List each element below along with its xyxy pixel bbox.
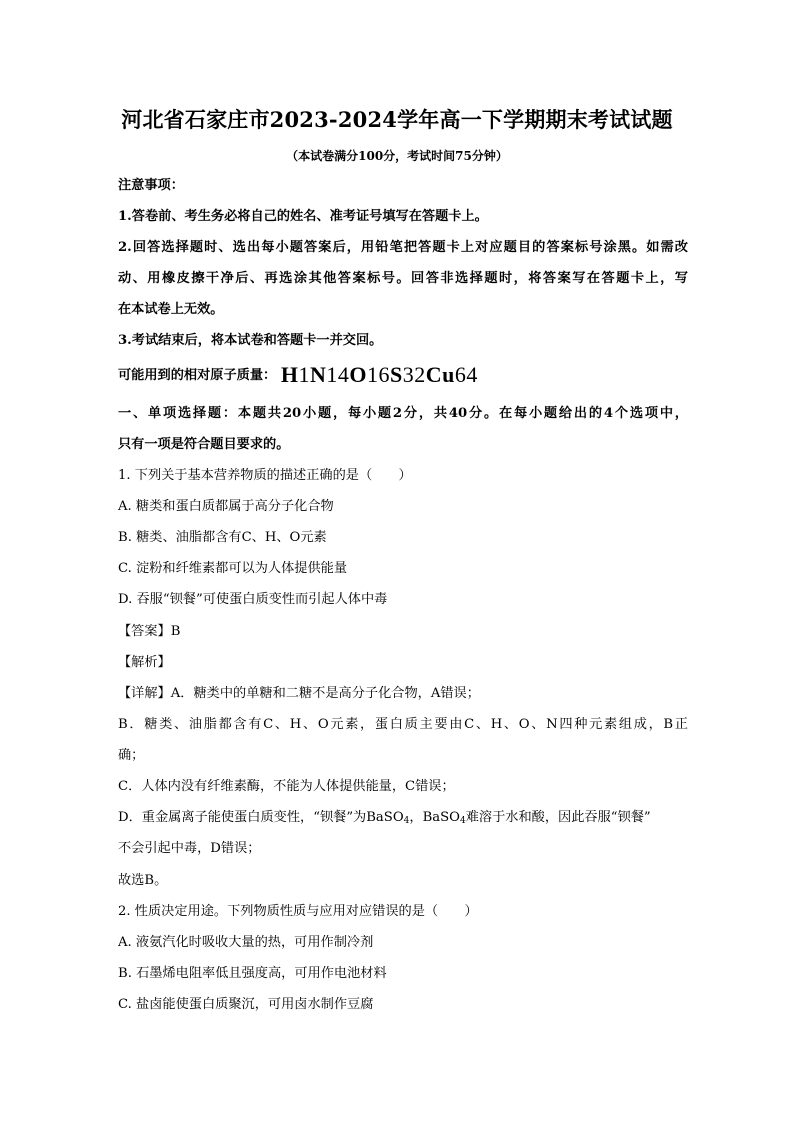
question-1-stem: 1. 下列关于基本营养物质的描述正确的是（ ） (118, 468, 412, 483)
atom-mass: 14 (326, 362, 350, 387)
question-1-detail-5 (118, 808, 688, 831)
question-1-option-d: D. 吞服“钡餐”可使蛋白质变性而引起人体中毒 (118, 592, 388, 607)
atom-mass: 64 (454, 362, 478, 387)
question-1-detail-2: B．糖类、油脂都含有C、H、O元素，蛋白质主要由C、H、O、N四种元素组成，B正 (118, 717, 688, 732)
question-1-option-c: C. 淀粉和纤维素都可以为人体提供能量 (118, 561, 348, 576)
exam-title: 河北省石家庄市2023-2024学年高一下学期期末考试试题 (121, 107, 673, 132)
question-1-answer: 【答案】B (118, 624, 181, 639)
section-heading-line-2: 只有一项是符合题目要求的。 (118, 437, 290, 452)
atomic-mass-label: 可能用到的相对原子质量： (118, 368, 277, 383)
atomic-mass-values (281, 362, 478, 387)
atom-symbol: Cu (425, 362, 455, 387)
section-heading-line-1: 一、单项选择题：本题共20小题，每小题2分，共40分。在每小题给出的4个选项中， (118, 406, 688, 421)
subscript: 4 (403, 816, 410, 826)
question-2-option-b: B. 石墨烯电阻率低且强度高，可用作电池材料 (118, 966, 387, 981)
atom-symbol: S (389, 362, 403, 387)
notice-item-2-line-3: 在本试卷上无效。 (118, 302, 224, 317)
detail-5-part-a: D．重金属离子能使蛋白质变性，“钡餐”为BaSO (118, 810, 404, 825)
question-1-detail-6: 不会引起中毒，D错误； (118, 841, 261, 856)
question-2-option-c: C. 盐卤能使蛋白质聚沉，可用卤水制作豆腐 (118, 997, 374, 1012)
notice-item-2-line-2: 动、用橡皮擦干净后、再选涂其他答案标号。回答非选择题时，将答案写在答题卡上，写 (118, 271, 688, 286)
exam-subtitle: （本试卷满分100分，考试时间75分钟） (286, 149, 508, 163)
detail-5-part-b: ，BaSO (409, 810, 460, 825)
atom-mass: 16 (366, 362, 390, 387)
question-2-stem: 2. 性质决定用途。下列物质性质与应用对应错误的是（ ） (118, 904, 478, 919)
detail-5-part-c: 难溶于水和酸，因此吞服“钡餐” (465, 810, 651, 825)
question-1-detail-3: 确； (118, 748, 145, 763)
atom-symbol: N (309, 362, 327, 387)
question-1-analysis-heading: 【解析】 (118, 655, 171, 670)
notice-item-3: 3.考试结束后，将本试卷和答题卡一并交回。 (118, 333, 383, 348)
atom-mass: 1 (298, 362, 310, 387)
atom-symbol: O (349, 362, 367, 387)
atomic-mass-row (118, 362, 688, 387)
question-2-option-a: A. 液氨汽化时吸收大量的热，可用作制冷剂 (118, 935, 374, 950)
atom-symbol: H (280, 362, 299, 387)
question-1-detail-4: C．人体内没有纤维素酶，不能为人体提供能量，C错误； (118, 779, 455, 794)
question-1-conclusion: 故选B。 (118, 873, 168, 888)
atom-mass: 32 (402, 362, 426, 387)
question-1-option-a: A. 糖类和蛋白质都属于高分子化合物 (118, 499, 334, 514)
notice-heading: 注意事项： (118, 178, 184, 193)
question-1-detail-1: 【详解】A．糖类中的单糖和二糖不是高分子化合物，A错误； (118, 686, 480, 701)
notice-item-1: 1.答卷前、考生务必将自己的姓名、准考证号填写在答题卡上。 (118, 209, 488, 224)
notice-item-2-line-1: 2.回答选择题时、选出每小题答案后，用铅笔把答题卡上对应题目的答案标号涂黑。如需改 (118, 240, 688, 255)
subscript: 4 (459, 816, 466, 826)
question-1-option-b: B. 糖类、油脂都含有C、H、O元素 (118, 530, 327, 545)
